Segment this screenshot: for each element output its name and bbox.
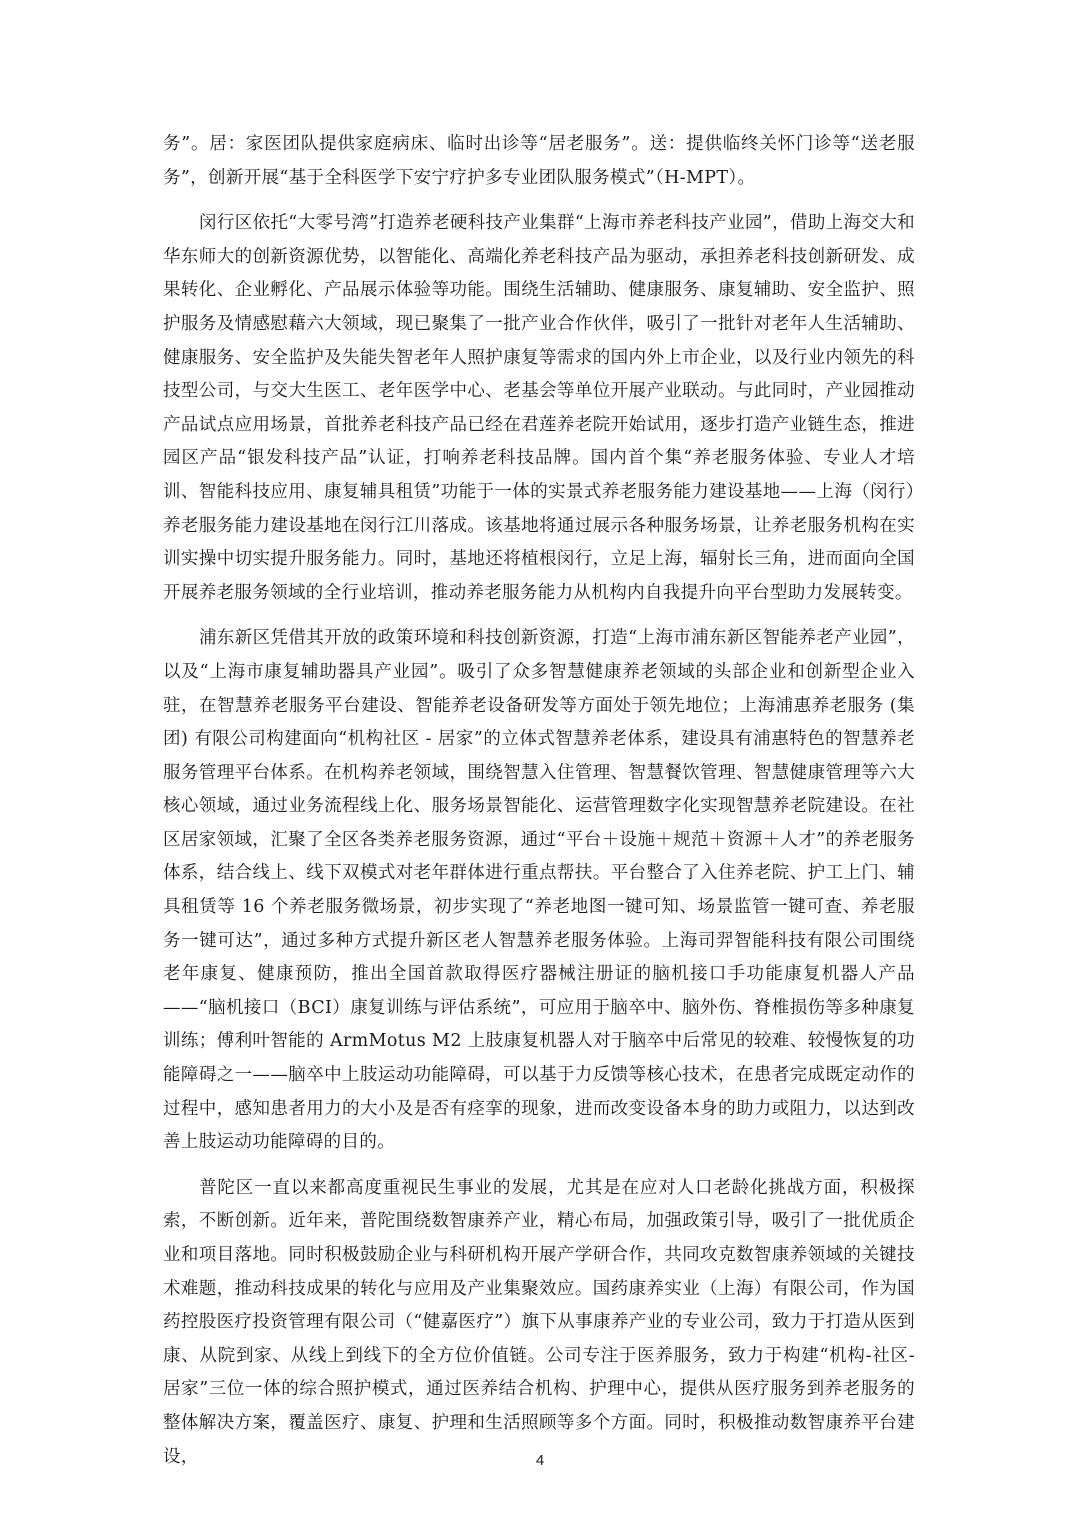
paragraph-minhang: 闵行区依托“大零号湾”打造养老硬科技产业集群“上海市养老科技产业园”，借助上海交大和华东师大的创新资源优势，以智能化、高端化养老科技产品为驱动，承担养老科技创新研发、成果转化、企业孵化、产品展示体验等功能。围绕生活辅助、健康服务、康复辅助、安全监护、照护服务及情感慰藉六大领域，现已聚集了一批产业合作伙伴，吸引了一批针对老年人生活辅助、健康服务、安全监护及失能失智老年人照护康复等需求的国内外上市企业，以及行业内领先的科技型公司，与交大生医工、老年医学中心、老基会等单位开展产业联动。与此同时，产业园推动产品试点应用场景，首批养老科技产品已经在君莲养老院开始试用，逐步打造产业链生态，推进园区产品“银发科技产品”认证，打响养老科技品牌。国内首个集“养老服务体验、专业人才培训、智能科技应用、康复辅具租赁”功能于一体的实景式养老服务能力建设基地——上海（闵行）养老服务能力建设基地在闵行江川落成。该基地将通过展示各种服务场景，让养老服务机构在实训实操中切实提升服务能力。同时，基地还将植根闵行，立足上海，辐射长三角，进而面向全国开展养老服务领域的全行业培训，推动养老服务能力从机构内自我提升向平台型助力发展转变。 [163, 213, 915, 603]
page-number: 4 [535, 1452, 545, 1469]
paragraph-putuo: 普陀区一直以来都高度重视民生事业的发展，尤其是在应对人口老龄化挑战方面，积极探索，不断创新。近年来，普陀围绕数智康养产业，精心布局，加强政策引导，吸引了一批优质企业和项目落地。同时积极鼓励企业与科研机构开展产学研合作，共同攻克数智康养领域的关键技术难题，推动科技成果的转化与应用及产业集聚效应。国药康养实业（上海）有限公司，作为国药控股医疗投资管理有限公司（“健嘉医疗”）旗下从事康养产业的专业公司，致力于打造从医到康、从院到家、从线上到线下的全方位价值链。公司专注于医养服务，致力于构建“机构-社区-居家”三位一体的综合照护模式，通过医养结合机构、护理中心，提供从医疗服务到养老服务的整体解决方案，覆盖医疗、康复、护理和生活照顾等多个方面。同时，积极推动数智康养平台建设， [163, 1177, 915, 1467]
paragraph-continuation: 务”。居：家医团队提供家庭病床、临时出诊等“居老服务”。送：提供临终关怀门诊等“送老服务”，创新开展“基于全科医学下安宁疗护多专业团队服务模式”（H-MPT）。 [163, 134, 915, 188]
body-text [163, 128, 915, 1486]
paragraph-pudong: 浦东新区凭借其开放的政策环境和科技创新资源，打造“上海市浦东新区智能养老产业园”，以及“上海市康复辅助器具产业园”。吸引了众多智慧健康养老领域的头部企业和创新型企业入驻，在智慧养老服务平台建设、智能养老设备研发等方面处于领先地位；上海浦惠养老服务 (集团) 有限公司构建面向“机构社区 - 居家”的立体式智慧养老体系，建设具有浦惠特色的智慧养老服务管理平台体系。在机构养老领域，围绕智慧入住管理、智慧餐饮管理、智慧健康管理等六大核心领域，通过业务流程线上化、服务场景智能化、运营管理数字化实现智慧养老院建设。在社区居家领域，汇聚了全区各类养老服务资源，通过“平台＋设施＋规范＋资源＋人才”的养老服务体系，结合线上、线下双模式对老年群体进行重点帮扶。平台整合了入住养老院、护工上门、辅具租赁等 16 个养老服务微场景，初步实现了“养老地图一键可知、场景监管一键可查、养老服务一键可达”，通过多种方式提升新区老人智慧养老服务体验。上海司羿智能科技有限公司围绕老年康复、健康预防，推出全国首款取得医疗器械注册证的脑机接口手功能康复机器人产品——“脑机接口（BCI）康复训练与评估系统”，可应用于脑卒中、脑外伤、脊椎损伤等多种康复训练；傅利叶智能的 ArmMotus M2 上肢康复机器人对于脑卒中后常见的较难、较慢恢复的功能障碍之一——脑卒中上肢运动功能障碍，可以基于力反馈等核心技术，在患者完成既定动作的过程中，感知患者用力的大小及是否有痉挛的现象，进而改变设备本身的助力或阻力，以达到改善上肢运动功能障碍的目的。 [163, 628, 915, 1153]
